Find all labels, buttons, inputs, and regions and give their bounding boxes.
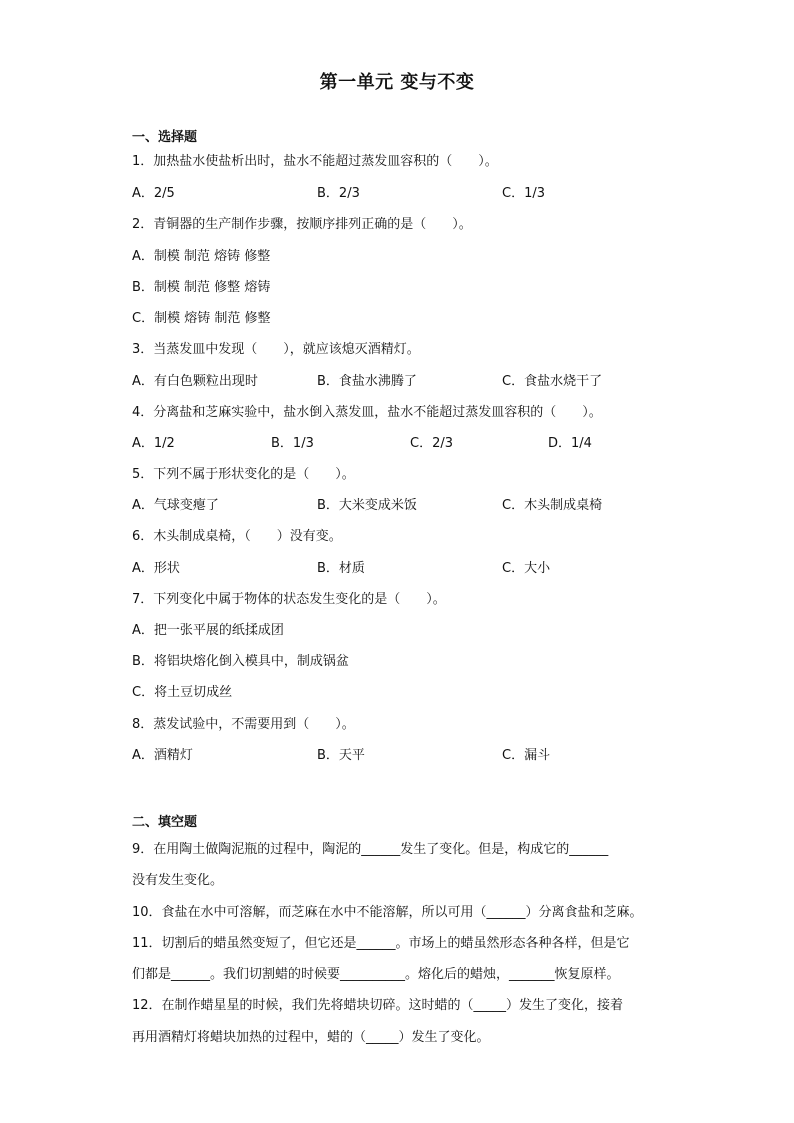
q5-option-a: A．气球变瘪了 — [132, 498, 219, 513]
q2-option-a: A．制模 制范 熔铸 修整 — [132, 249, 271, 264]
q5-option-b: B．大米变成米饭 — [317, 498, 417, 513]
question-10: 10．食盐在水中可溶解，而芝麻在水中不能溶解，所以可用（______）分离食盐和芝麻。 — [132, 905, 643, 920]
page-title: 第一单元 变与不变 — [319, 72, 475, 93]
q7-option-b: B．将铝块熔化倒入模具中，制成锅盆 — [132, 654, 349, 669]
question-8: 8．蒸发试验中，不需要用到（ ）。 — [132, 717, 355, 732]
question-11-line-2: 们都是______。我们切割蜡的时候要__________。熔化后的蜡烛，_______恢复原样。 — [132, 967, 620, 982]
q3-option-c: C．食盐水烧干了 — [502, 374, 603, 389]
q2-option-b: B．制模 制范 修整 熔铸 — [132, 280, 271, 295]
q5-option-c: C．木头制成桌椅 — [502, 498, 603, 513]
question-1: 1．加热盐水使盐析出时，盐水不能超过蒸发皿容积的（ ）。 — [132, 154, 498, 169]
q7-option-a: A．把一张平展的纸揉成团 — [132, 623, 284, 638]
question-7: 7．下列变化中属于物体的状态发生变化的是（ ）。 — [132, 592, 446, 607]
question-12-line-2: 再用酒精灯将蜡块加热的过程中，蜡的（_____）发生了变化。 — [132, 1030, 490, 1045]
q8-option-c: C．漏斗 — [502, 748, 551, 763]
question-3: 3．当蒸发皿中发现（ ），就应该熄灭酒精灯。 — [132, 342, 420, 357]
question-9-line-2: 没有发生变化。 — [132, 873, 224, 888]
section-heading-fill: 二、填空题 — [132, 815, 198, 830]
question-5: 5．下列不属于形状变化的是（ ）。 — [132, 467, 355, 482]
q4-option-a: A．1/2 — [132, 436, 175, 451]
question-6: 6．木头制成桌椅，（ ）没有变。 — [132, 529, 342, 544]
q1-option-c: C．1/3 — [502, 186, 545, 201]
q6-option-b: B．材质 — [317, 561, 365, 576]
question-11-line-1: 11．切割后的蜡虽然变短了，但它还是______。市场上的蜡虽然形态各种各样，但是它 — [132, 936, 630, 951]
q4-option-d: D．1/4 — [548, 436, 592, 451]
q4-option-c: C．2/3 — [410, 436, 453, 451]
question-12-line-1: 12．在制作蜡星星的时候，我们先将蜡块切碎。这时蜡的（_____）发生了变化，接着 — [132, 998, 624, 1013]
q3-option-b: B．食盐水沸腾了 — [317, 374, 417, 389]
q7-option-c: C．将土豆切成丝 — [132, 685, 233, 700]
q4-option-b: B．1/3 — [271, 436, 314, 451]
q6-option-c: C．大小 — [502, 561, 551, 576]
question-2: 2．青铜器的生产制作步骤，按顺序排列正确的是（ ）。 — [132, 217, 472, 232]
q3-option-a: A．有白色颗粒出现时 — [132, 374, 258, 389]
question-9-line-1: 9．在用陶土做陶泥瓶的过程中，陶泥的______发生了变化。但是，构成它的______ — [132, 842, 609, 857]
q2-option-c: C．制模 熔铸 制范 修整 — [132, 311, 271, 326]
question-4: 4．分离盐和芝麻实验中，盐水倒入蒸发皿，盐水不能超过蒸发皿容积的（ ）。 — [132, 405, 602, 420]
q8-option-b: B．天平 — [317, 748, 365, 763]
q8-option-a: A．酒精灯 — [132, 748, 193, 763]
q1-option-a: A．2/5 — [132, 186, 175, 201]
q1-option-b: B．2/3 — [317, 186, 360, 201]
q6-option-a: A．形状 — [132, 561, 180, 576]
section-heading-choice: 一、选择题 — [132, 130, 198, 145]
